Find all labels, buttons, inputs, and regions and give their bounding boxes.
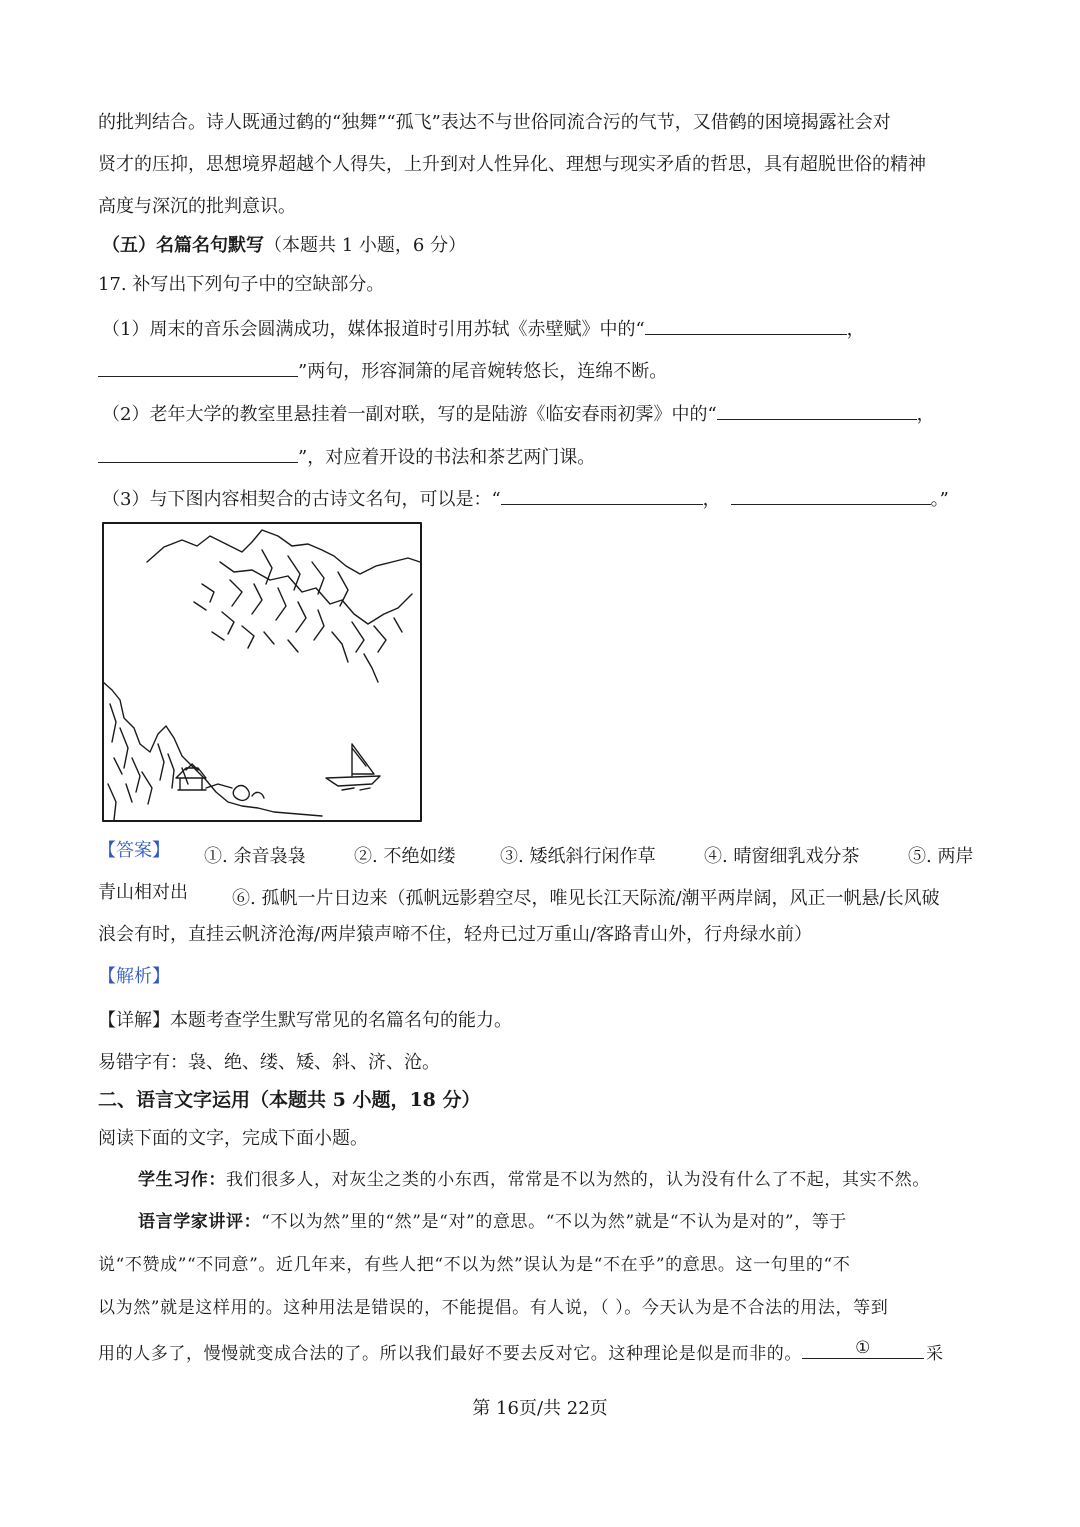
passage-text: 采 [926, 1344, 944, 1364]
passage-student [138, 1172, 930, 1189]
question-part-1-cont [98, 360, 667, 381]
student-text: 我们很多人，对灰尘之类的小东西，常常是不以为然的，认为没有什么了不起，其实不然。 [226, 1170, 930, 1190]
punct: ， [916, 404, 935, 425]
detail-tag: 【详解】 [98, 1010, 170, 1031]
answer-item: ②. 不绝如缕 [354, 846, 456, 867]
punct: 。” [930, 489, 949, 510]
analysis-tag: 【解析】 [98, 966, 170, 987]
blank-marker: ① [855, 1338, 871, 1358]
question-text: ”两句，形容洞箫的尾音婉转悠长，连绵不断。 [298, 361, 668, 382]
answer-tag: 【答案】 [98, 840, 170, 861]
question-part-1 [102, 318, 865, 339]
section-heading [102, 237, 466, 255]
page-footer: 第 16页/共 22页 [472, 1398, 608, 1419]
passage-line: 以为然”就是这样用的。这种用法是错误的，不能提倡。有人说，（ ）。今天认为是不合法的用法，等到 [98, 1298, 889, 1318]
detail-line [98, 1012, 512, 1030]
answer-item: ⑥. 孤帆一片日边来（孤帆远影碧空尽，唯见长江天际流/潮平两岸阔，风正一帆悬/长风破 [232, 888, 940, 909]
paragraph-line: 贤才的压抑，思想境界超越个人得失，上升到对人性异化、理想与现实矛盾的哲思，具有超脱世俗的精神 [98, 154, 926, 175]
section-title: （五）名篇名句默写 [102, 235, 264, 256]
passage-line [98, 1338, 944, 1364]
paragraph-line: 的批判结合。诗人既通过鹤的“独舞”“孤飞”表达不与世俗同流合污的气节，又借鹤的困境揭露社会对 [98, 112, 891, 133]
question-text: （2）老年大学的教室里悬挂着一副对联，写的是陆游《临安春雨初霁》中的“ [102, 404, 717, 425]
answer-line-2 [98, 884, 188, 902]
section-heading: 二、语言文字运用（本题共 5 小题，18 分） [98, 1089, 481, 1111]
answer-blank [645, 318, 847, 335]
answer-text: 青山相对出 [98, 882, 188, 903]
linguist-label: 语言学家讲评： [138, 1212, 262, 1232]
detail-text: 本题考查学生默写常见的名篇名句的能力。 [170, 1010, 512, 1031]
answer-blank [717, 403, 917, 420]
question-part-2-cont [98, 446, 595, 467]
punct: ， [702, 489, 721, 510]
punct: ， [846, 319, 865, 340]
passage-line: 说“不赞成”“不同意”。近几年来，有些人把“不以为然”误认为是“不在乎”的意思。这一句里的“不 [98, 1255, 851, 1275]
question-part-2 [102, 403, 935, 424]
answer-blank [731, 488, 931, 505]
answer-blank [98, 446, 298, 463]
answer-blank [98, 360, 298, 377]
answer-item: ①. 余音袅袅 [204, 846, 306, 867]
question-text: （3）与下图内容相契合的古诗文名句，可以是：“ [102, 489, 501, 510]
answer-blank [501, 488, 703, 505]
landscape-illustration [102, 522, 422, 822]
student-label: 学生习作： [138, 1170, 226, 1190]
answer-item: ⑤. 两岸 [908, 846, 974, 867]
question-text: ”，对应着开设的书法和茶艺两门课。 [298, 447, 596, 468]
question-stem: 17. 补写出下列句子中的空缺部分。 [98, 274, 385, 295]
section-note: （本题共 1 小题，6 分） [264, 235, 467, 256]
question-text: （1）周末的音乐会圆满成功，媒体报道时引用苏轼《赤壁赋》中的“ [102, 319, 645, 340]
passage-linguist [138, 1214, 847, 1231]
answer-item: ③. 矮纸斜行闲作草 [500, 846, 656, 867]
question-part-3 [102, 488, 949, 509]
section-intro: 阅读下面的文字，完成下面小题。 [98, 1128, 368, 1149]
paragraph-line: 高度与深沉的批判意识。 [98, 196, 296, 217]
answer-blank [802, 1338, 924, 1359]
linguist-text: “不以为然”里的“然”是“对”的意思。“不以为然”就是“不认为是对的”，等于 [261, 1212, 847, 1232]
error-chars-line: 易错字有：袅、绝、缕、矮、斜、济、沧。 [98, 1052, 440, 1073]
answer-item: ④. 晴窗细乳戏分茶 [704, 846, 860, 867]
passage-text: 用的人多了，慢慢就变成合法的了。所以我们最好不要去反对它。这种理论是似是而非的。 [98, 1344, 802, 1364]
answer-line-3: 浪会有时，直挂云帆济沧海/两岸猿声啼不住，轻舟已过万重山/客路青山外，行舟绿水前） [98, 924, 813, 945]
